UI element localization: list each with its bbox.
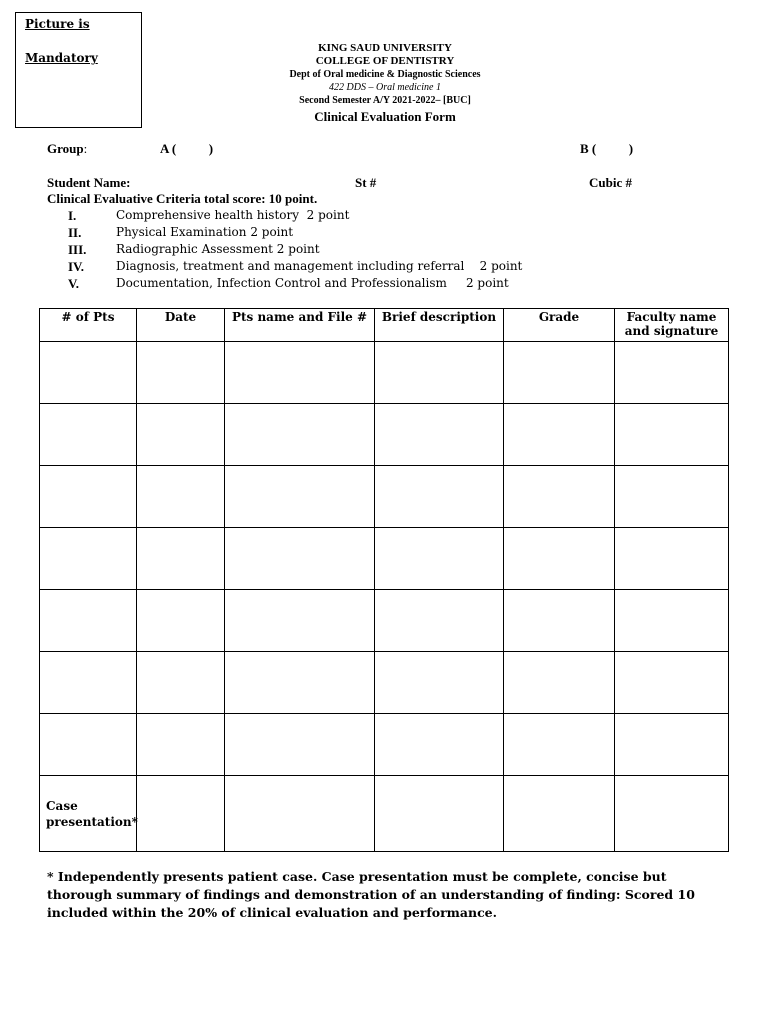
table-cell[interactable] [225, 652, 375, 714]
table-row [40, 528, 729, 590]
table-cell[interactable] [615, 342, 729, 404]
table-cell[interactable] [615, 590, 729, 652]
table-cell[interactable] [615, 528, 729, 590]
table-cell[interactable] [504, 466, 615, 528]
table-cell[interactable] [504, 528, 615, 590]
table-cell[interactable] [137, 342, 225, 404]
criteria-number: IV. [68, 259, 85, 274]
table-cell[interactable] [375, 652, 504, 714]
header-date: Date [137, 309, 225, 342]
table-cell[interactable] [375, 528, 504, 590]
table-cell[interactable] [375, 466, 504, 528]
criteria-heading: Clinical Evaluative Criteria total score: 10 point. [47, 191, 318, 206]
table-cell[interactable] [375, 404, 504, 466]
header-grade: Grade [504, 309, 615, 342]
table-cell[interactable] [504, 652, 615, 714]
table-cell[interactable] [40, 466, 137, 528]
table-cell[interactable] [137, 652, 225, 714]
table-cell[interactable] [137, 528, 225, 590]
group-label: Group [47, 141, 84, 156]
table-cell[interactable] [137, 404, 225, 466]
criteria-text: Comprehensive health history 2 point [116, 208, 350, 222]
evaluation-table [39, 308, 729, 852]
criteria-text: Documentation, Infection Control and Professionalism 2 point [116, 276, 509, 290]
table-cell[interactable] [40, 714, 137, 776]
header-brief-description: Brief description [375, 309, 504, 342]
table-row [40, 466, 729, 528]
table-cell[interactable] [615, 652, 729, 714]
table-cell[interactable] [375, 342, 504, 404]
table-cell[interactable] [40, 590, 137, 652]
header-faculty-signature: Faculty name and signature [615, 309, 729, 342]
table-cell [40, 776, 137, 852]
table-cell[interactable] [375, 776, 504, 852]
table-cell[interactable] [225, 776, 375, 852]
case-presentation-row [40, 776, 729, 852]
table-cell[interactable] [40, 652, 137, 714]
table-cell[interactable] [504, 342, 615, 404]
photo-placeholder-box [15, 12, 142, 128]
table-cell[interactable] [375, 714, 504, 776]
form-header [230, 42, 540, 125]
criteria-number: II. [68, 225, 82, 240]
table-cell[interactable] [225, 466, 375, 528]
criteria-number: I. [68, 208, 77, 223]
header-num-pts: # of Pts [40, 309, 137, 342]
header-pts-name-file: Pts name and File # [225, 309, 375, 342]
case-presentation-footnote: * Independently presents patient case. Case presentation must be complete, concise but thorough summary of findings and demonstration of an understanding of finding: Scored 10 included within the 20% of clinical evaluation and performance. [47, 869, 695, 920]
course-name: 422 DDS – Oral medicine 1 [329, 82, 441, 93]
table-cell[interactable] [225, 590, 375, 652]
criteria-number: III. [68, 242, 87, 257]
table-row [40, 342, 729, 404]
criteria-text: Physical Examination 2 point [116, 225, 294, 239]
group-field [47, 141, 87, 157]
table-row [40, 404, 729, 466]
table-cell[interactable] [137, 590, 225, 652]
table-cell[interactable] [504, 776, 615, 852]
table-cell[interactable] [137, 466, 225, 528]
table-cell[interactable] [615, 466, 729, 528]
department-name: Dept of Oral medicine & Diagnostic Sciences [289, 69, 481, 80]
group-option-a[interactable]: A ( ) [160, 141, 214, 156]
criteria-number: V. [68, 276, 79, 291]
table-cell[interactable] [225, 404, 375, 466]
table-cell[interactable] [40, 342, 137, 404]
table-cell[interactable] [137, 714, 225, 776]
table-cell[interactable] [40, 528, 137, 590]
table-cell[interactable] [504, 404, 615, 466]
criteria-text: Diagnosis, treatment and management including referral 2 point [116, 259, 523, 273]
table-cell[interactable] [615, 776, 729, 852]
table-cell[interactable] [137, 776, 225, 852]
form-title: Clinical Evaluation Form [314, 109, 456, 124]
table-row [40, 714, 729, 776]
table-cell[interactable] [225, 528, 375, 590]
table-cell[interactable] [225, 714, 375, 776]
table-cell[interactable] [375, 590, 504, 652]
semester-label: Second Semester A/Y 2021-2022– [BUC] [299, 95, 471, 106]
table-header-row [40, 309, 729, 342]
table-cell[interactable] [615, 404, 729, 466]
college-name: COLLEGE OF DENTISTRY [315, 55, 455, 67]
cubic-number-field[interactable]: Cubic # [589, 175, 632, 190]
table-cell[interactable] [504, 590, 615, 652]
table-row [40, 590, 729, 652]
student-name-field[interactable]: Student Name: [47, 175, 131, 190]
university-name: KING SAUD UNIVERSITY [318, 42, 452, 54]
group-option-b[interactable]: B ( ) [580, 141, 634, 156]
criteria-text: Radiographic Assessment 2 point [116, 242, 320, 256]
group-colon: : [83, 141, 88, 156]
table-cell[interactable] [40, 404, 137, 466]
photo-label-line2: Mandatory [25, 51, 98, 65]
table-cell[interactable] [225, 342, 375, 404]
photo-label-line1: Picture is [25, 17, 90, 31]
table-cell[interactable] [615, 714, 729, 776]
table-row [40, 652, 729, 714]
table-cell[interactable] [504, 714, 615, 776]
student-number-field[interactable]: St # [355, 175, 377, 190]
case-presentation-label: Case presentation* [46, 798, 138, 829]
